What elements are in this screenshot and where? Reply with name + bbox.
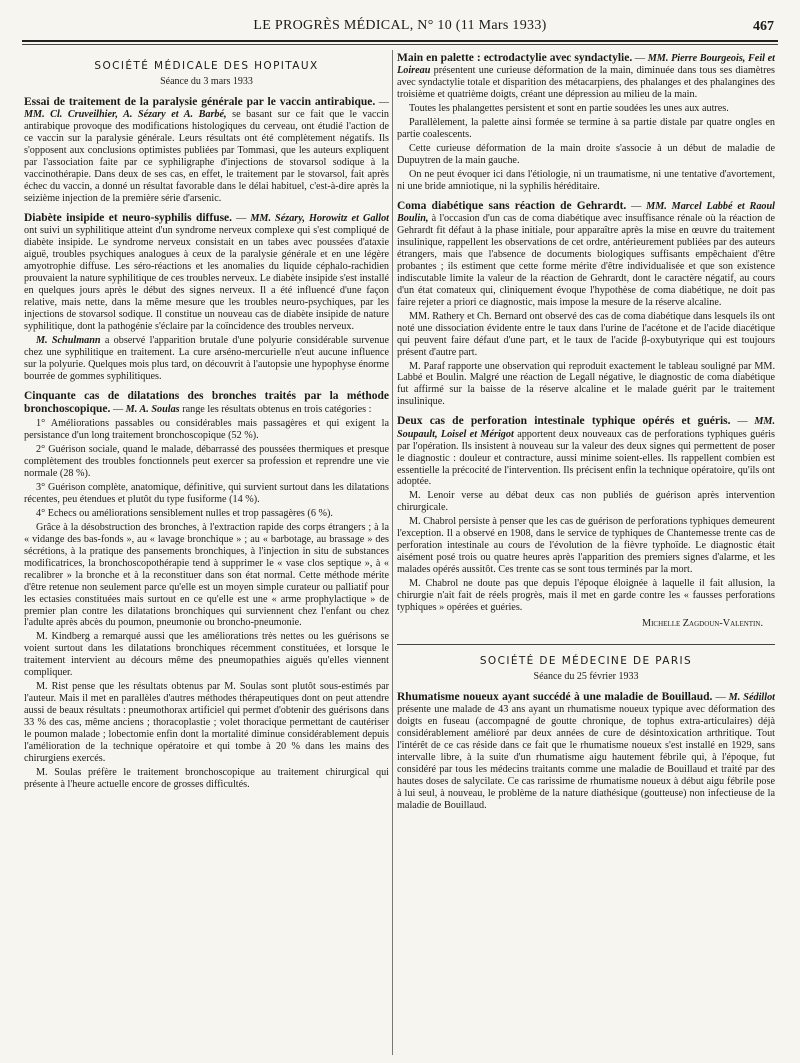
paragraph: M. Chabrol ne doute pas que depuis l'époque éloignée à laquelle il fait allusion, la chirurgie n'ait fait de réels progrès, mais il met en garde contre les « fausses perforations typhiques » opérées et guéries.	[397, 577, 775, 613]
article-text: apportent deux nouveaux cas de perforations typhiques guéris par l'opération. Ils insistent à nouveau sur la valeur des deux signes qui permettent de poser le diagnostic : douleur et contracture, aussi minime soient-elles. Ils rappellent combien est essentielle la précocité de l'intervention. Ils précisent enfin la technique opératoire, qu'ils ont adoptée.	[397, 428, 775, 488]
article-authors: MM. Pierre Bourgeois, Feil et Loireau	[397, 53, 775, 77]
article-heading: Deux cas de perforation intestinale typhique opérés et guéris.	[397, 415, 731, 428]
paragraph: MM. Rathery et Ch. Bernard ont observé des cas de coma diabétique dans lesquels ils ont noté une dissociation évidente entre le taux dans l'urine de l'acétone et de l'acide diacétique qui peuvent faire défaut d'une part, et le taux de l'acide β-oxybutyrique qui est toujours présent d'autre part.	[397, 310, 775, 358]
article-text: range les résultats obtenus en trois catégories :	[182, 404, 372, 416]
article-heading: Rhumatisme noueux ayant succédé à une maladie de Bouillaud.	[397, 690, 713, 703]
article-authors: M. A. Soulas	[125, 404, 180, 416]
article-text: ont suivi un syphilitique atteint d'un syndrome nerveux complexe qui s'est compliqué de diabète insipide. Le syndrome nerveux consistait en un tabes avec poussées d'ataxie aiguë, troubles psychiques analogues à ceux de la paralysie générale et en une légère amyotrophie diffuse. Les séro-réactions et les anomalies du liquide céphalo-rachidien prouvaient la nature syphilitique de ces troubles nerveux. Le diabète insipide s'est installé en quelques jours après le début des signes nerveux. Il a été influencé d'une façon relative, mais nette, dans la même mesure que les troubles neuro-psychiques, par les injections de stovarsol sodique. Il constitue un nouveau cas de diabète insipide de nature syphilitique, dont la pathogénie s'éclaire par la coïncidence des troubles nerveux.	[24, 225, 389, 332]
section-rule	[397, 644, 775, 645]
running-title: LE PROGRÈS MÉDICAL, N° 10 (11 Mars 1933)	[253, 18, 547, 33]
header-rule	[22, 40, 778, 42]
session-date: Séance du 3 mars 1933	[160, 76, 253, 88]
page-number: 467	[753, 19, 774, 34]
right-column	[397, 50, 775, 1055]
paragraph: M. Lenoir verse au débat deux cas non publiés de guérison après intervention chirurgicale.	[397, 490, 775, 514]
paragraph: M. Soulas préfère le traitement bronchoscopique au traitement chirurgical qui présente à l'heure actuelle encore de grosses difficultés.	[24, 766, 389, 790]
article-authors: MM. Soupault, Loisel et Mérigot	[397, 416, 775, 440]
result-item-3: 3° Guérison complète, anatomique, définitive, qui survient surtout dans les dilatations récentes, peu étendues et plutôt du type fusiforme (14 %).	[24, 482, 389, 506]
article-diabete-insipide: Diabète insipide et neuro-syphilis diffuse. — MM. Sézary, Horowitz et Gallot ont suivi un syphilitique atteint d'un syndrome nerveux complexe qui s'est compliqué de diabète insipide. Le syndrome nerveux consistait en un tabes avec poussées d'ataxie aiguë, troubles psychiques analogues à ceux de la paralysie générale et en une légère amyotrophie diffuse. Les séro-réactions et les anomalies du liquide céphalo-rachidien prouvaient la nature syphilitique de ces troubles nerveux. Le diabète insipide s'est installé en quelques jours après le début des signes nerveux. Il a été influencé d'une façon relative, mais nette, dans la même mesure que les troubles neuro-psychiques, par les injections de stovarsol sodique. Il constitue un nouveau cas de diabète insipide de nature syphilitique, dont la pathogénie s'éclaire par la coïncidence des troubles nerveux.	[24, 211, 389, 332]
article-heading: Cinquante cas de dilatations des bronches traités par la méthode bronchoscopique.	[24, 389, 389, 416]
article-heading: Main en palette : ectrodactylie avec syndactylie.	[397, 52, 633, 64]
article-perforation: Deux cas de perforation intestinale typhique opérés et guéris. — MM. Soupault, Loisel et Mérigot apportent deux nouveaux cas de perforations typhiques guéris par l'opération. Ils insistent à nouveau sur la valeur des deux signes qui permettent de poser le diagnostic : douleur et contracture, aussi minime soient-elles. Ils rappellent combien est essentielle la précocité de l'intervention. Ils précisent enfin la technique opératoire, qu'ils ont adoptée.	[397, 415, 775, 488]
paragraph: M. Paraf rapporte une observation qui reproduit exactement le tableau souligné par MM. Labbé et Boulin. Malgré une réaction de Legall négative, le diagnostic de coma diabétique fut affirmé sur la baisse de la réserve alcaline et le malade guérit par le traitement insulinique.	[397, 360, 775, 408]
page-header	[0, 18, 800, 38]
article-heading: Essai de traitement de la paralysie générale par le vaccin antirabique.	[24, 95, 376, 108]
article-authors: MM. Sézary, Horowitz et Gallot	[250, 212, 389, 224]
article-main-palette: Main en palette : ectrodactylie avec syndactylie. — MM. Pierre Bourgeois, Feil et Loireau présentent une curieuse déformation de la main, diminuée dans tous ses diamètres avec syndactylie totale et disparition des métacarpiens, des phalanges et des phalangines des troisième et quatrième doigts, créant une dépression au milieu de la main.	[397, 52, 775, 101]
paragraph: Toutes les phalangettes persistent et sont en partie soudées les unes aux autres.	[409, 103, 729, 115]
article-authors: MM. Cl. Cruveilhier, A. Sézary et A. Barbé,	[24, 109, 227, 121]
article-text: à l'occasion d'un cas de coma diabétique avec insuffisance rénale où la réaction de Gehrardt fit défaut à la phase initiale, pour apparaître après la mise en œuvre du traitement insulinique, rappellent les observations de cet ordre, antérieurement publiées par des auteurs étrangers, mais que l'absence de documents biologiques suffisants empêchaient d'être probantes ; ils estiment que cette forme mérite d'être individualisée et que son existence indiscutable limite la valeur de la réaction de Gehrardt, dont le caractère négatif, au cours d'un état comateux qui, cliniquement évoque l'hypothèse de coma diabétique, ne doit pas faire rejeter a priori ce diagnostic, mais impose la mesure de la réserve alcaline.	[397, 213, 775, 308]
discussant-name: M. Schulmann	[36, 334, 101, 346]
article-coma-diabetique: Coma diabétique sans réaction de Gehrardt. — MM. Marcel Labbé et Raoul Boulin, à l'occasion d'un cas de coma diabétique avec insuffisance rénale où la réaction de Gehrardt fit défaut à la phase initiale, pour apparaître après la mise en œuvre du traitement insulinique, rappellent les observations de cet ordre, antérieurement publiées par des auteurs étrangers, mais que l'absence de documents biologiques suffisants empêchaient d'être probantes ; ils estiment que cette forme mérite d'être individualisée et que son existence indiscutable limite la valeur de la réaction de Gehrardt, dont le caractère négatif, au cours d'un état comateux qui, cliniquement évoque l'hypothèse de coma diabétique, ne doit pas faire rejeter a priori ce diagnostic, mais impose la mesure de la réserve alcaline.	[397, 199, 775, 308]
header-rule-thin	[22, 44, 778, 45]
article-authors: MM. Marcel Labbé et Raoul Boulin,	[397, 200, 775, 225]
column-divider	[392, 50, 393, 1055]
session-date: Séance du 25 février 1933	[533, 671, 639, 683]
article-rhumatisme: Rhumatisme noueux ayant succédé à une maladie de Bouillaud. — M. Sédillot présente une malade de 43 ans ayant un rhumatisme noueux typique avec déformation des doigts en fuseau (accompagné de goutte chronique, de tophus extra-articulaires) déjà considérablement amélioré par deux années de cure de désintoxication arthritique. Tout l'intérêt de ce cas réside dans ce fait que le rhumatisme noueux s'est installé en 1929, sans intervalle libre, à la suite d'un rhumatisme aigu hautement fébrile qui, à l'époque, fut considéré par tous les médecins traitants comme une maladie de Bouillaud et traité par des hautes doses de salycilate. Ce cas rarissime de rhumatisme noueux à début aigu fébrile pose à lui seul, à nouveau, le problème de la nature diathésique (goutteuse) non infectieuse de la maladie de Bouillaud.	[397, 690, 775, 811]
paragraph: Cette curieuse déformation de la main droite s'associe à un début de maladie de Dupuytren de la main gauche.	[397, 143, 775, 167]
paragraph	[24, 335, 389, 383]
article-heading: Diabète insipide et neuro-syphilis diffuse.	[24, 211, 233, 224]
paragraph: M. Chabrol persiste à penser que les cas de guérison de perforations typhiques demeurent l'exception. Il a observé en 1908, dans le service de typhiques de Chantemesse trente cas de perforation intestinale au cours de l'évolution de la fièvre typhoïde. Le diagnostic était aisément posé trois ou quatre heures après l'apparition des premiers signes d'alarme, et les malades opérés aussitôt. Ces trente cas se sont tous terminés par la mort.	[397, 516, 775, 576]
article-text: présente une malade de 43 ans ayant un rhumatisme noueux typique avec déformation des doigts en fuseau (accompagné de goutte chronique, de tophus extra-articulaires) déjà considérablement amélioré par deux années de cure de désintoxication arthritique. Tout l'intérêt de ce cas réside dans ce fait que le rhumatisme noueux s'est installé en 1929, sans intervalle libre, à la suite d'un rhumatisme aigu hautement fébrile qui, à l'époque, fut considéré par tous les médecins traitants comme une maladie de Bouillaud et traité par des hautes doses de salycilate. Ce cas rarissime de rhumatisme noueux à début aigu fébrile pose à lui seul, à nouveau, le problème de la nature diathésique (goutteuse) non infectieuse de la maladie de Bouillaud.	[397, 704, 775, 811]
paragraph: Parallèlement, la palette ainsi formée se termine à sa partie distale par quatre ongles en partie coalescents.	[397, 117, 775, 141]
article-authors: M. Sédillot	[728, 691, 775, 703]
paragraph: M. Rist pense que les résultats obtenus par M. Soulas sont plutôt sous-estimés par l'auteur. Mais il met en parallèles d'autres méthodes thérapeutiques dont on peut attendre aussi de beaux résultats : pneumothorax artificiel qui permet d'obtenir des guérisons dans 33 % des cas, même anciens ; thoracoplastie ; volet thoracique permettant de cautériser le poumon malade ; lobectomie enfin dont la mortalité diminue considérablement depuis l'amélioration de la technique opératoire et qui tombe à 20 % dans les mains des chirurgiens exercés.	[24, 681, 389, 764]
paragraph-text: a observé l'apparition brutale d'une polyurie considérable survenue chez une syphilitique en traitement. La cure arséno-mercurielle n'eut aucune influence sur la polyurie. Quelques mois plus tard, on découvrit à l'autopsie une hypophyse énorme bourrée de gommes syphilitiques.	[24, 334, 389, 382]
result-item-1: 1° Améliorations passables ou considérables mais passagères et qui exigent la persistance d'un long traitement bronchoscopique (52 %).	[24, 418, 389, 442]
result-item-2: 2° Guérison sociale, quand le malade, débarrassé des poussées thermiques et presque complètement des troubles fonctionnels peut exercer sa profession et reprendre une vie normale (28 %).	[24, 444, 389, 480]
paragraph: On ne peut évoquer ici dans l'étiologie, ni un traumatisme, ni une tentative d'avortement, ni une bride amniotique, ni la syphilis héréditaire.	[397, 168, 775, 192]
paragraph: M. Kindberg a remarqué aussi que les améliorations très nettes ou les guérisons se voient surtout dans les dilatations bronchiques récemment constituées, et lorsque le traitement intervient au décours même des pneumopathies aiguës qu'elles viennent compliquer.	[24, 631, 389, 679]
society-title: SOCIÉTÉ DE MÉDECINE DE PARIS	[479, 654, 693, 667]
author-signature: Michelle Zagdoun-Valentin.	[642, 617, 763, 629]
article-dilatations: Cinquante cas de dilatations des bronches traités par la méthode bronchoscopique. — M. A. Soulas range les résultats obtenus en trois catégories :	[24, 389, 389, 416]
article-paralysie: Essai de traitement de la paralysie générale par le vaccin antirabique. — MM. Cl. Cruveilhier, A. Sézary et A. Barbé, se basant sur ce fait que le vaccin antirabique provoque des modifications histologiques du cerveau, ont étudié l'action de ce vaccin sur la paralysie générale. Leurs résultats ont été complètement négatifs. Ils s'opposent aux conclusions optimistes publiées par Tommasi, que les auteurs expliquent par l'association faite par ce syphiligraphe d'injections de stovarsol sodique à la vaccinothérapie. Dans deux de ses cas, en effet, le traitement par le stovarsol, fait après échec du vaccin, a donné un résultat favorable dans le délai habituel, c'est-à-dire après la seizième injection de la première série d'arsenic.	[24, 95, 389, 204]
article-heading: Coma diabétique sans réaction de Gehrardt.	[397, 199, 627, 212]
left-column	[24, 50, 389, 1055]
society-title: SOCIÉTÉ MÉDICALE DES HOPITAUX	[94, 60, 319, 72]
paragraph: Grâce à la désobstruction des bronches, à l'extraction rapide des corps étrangers ; à la « vidange des bas-fonds », au « lavage bronchique » ; au « barbotage, au brassage » des sécrétions, à la pratique des pansements bronchiques, à l'injection in situ de substances modificatrices, la bronchoscopothérapie tend à supprimer le « vase clos septique », à « recalibrer » la bronche et à la reconstituer dans son état normal. Cette méthode mérite d'être retenue non seulement parce qu'elle est un moyen simple curateur ou palliatif pour les ectasies constituées mais surtout en ce qu'elle est une « arme prophylactique » de premier plan contre les dilatations bronchiques qui surviennent chez l'enfant ou chez l'adulte après abcès du poumon, pneumonie ou broncho-pneumonie.	[24, 521, 389, 629]
article-text: se basant sur ce fait que le vaccin antirabique provoque des modifications histologiques du cerveau, ont étudié l'action de ce vaccin sur la paralysie générale. Leurs résultats ont été complètement négatifs. Ils s'opposent aux conclusions optimistes publiées par Tommasi, que les auteurs expliquent par l'association faite par ce syphiligraphe d'injections de stovarsol sodique à la vaccinothérapie. Dans deux de ses cas, en effet, le traitement par le stovarsol, fait après échec du vaccin, a donné un résultat favorable dans le délai habituel, c'est-à-dire après la seizième injection de la première série d'arsenic.	[24, 109, 389, 204]
article-text: présentent une curieuse déformation de la main, diminuée dans tous ses diamètres avec syndactylie totale et disparition des métacarpiens, des phalanges et des phalangines des troisième et quatrième doigts, créant une dépression au milieu de la main.	[397, 65, 775, 101]
result-item-4: 4° Echecs ou améliorations sensiblement nulles et trop passagères (6 %).	[36, 508, 333, 520]
